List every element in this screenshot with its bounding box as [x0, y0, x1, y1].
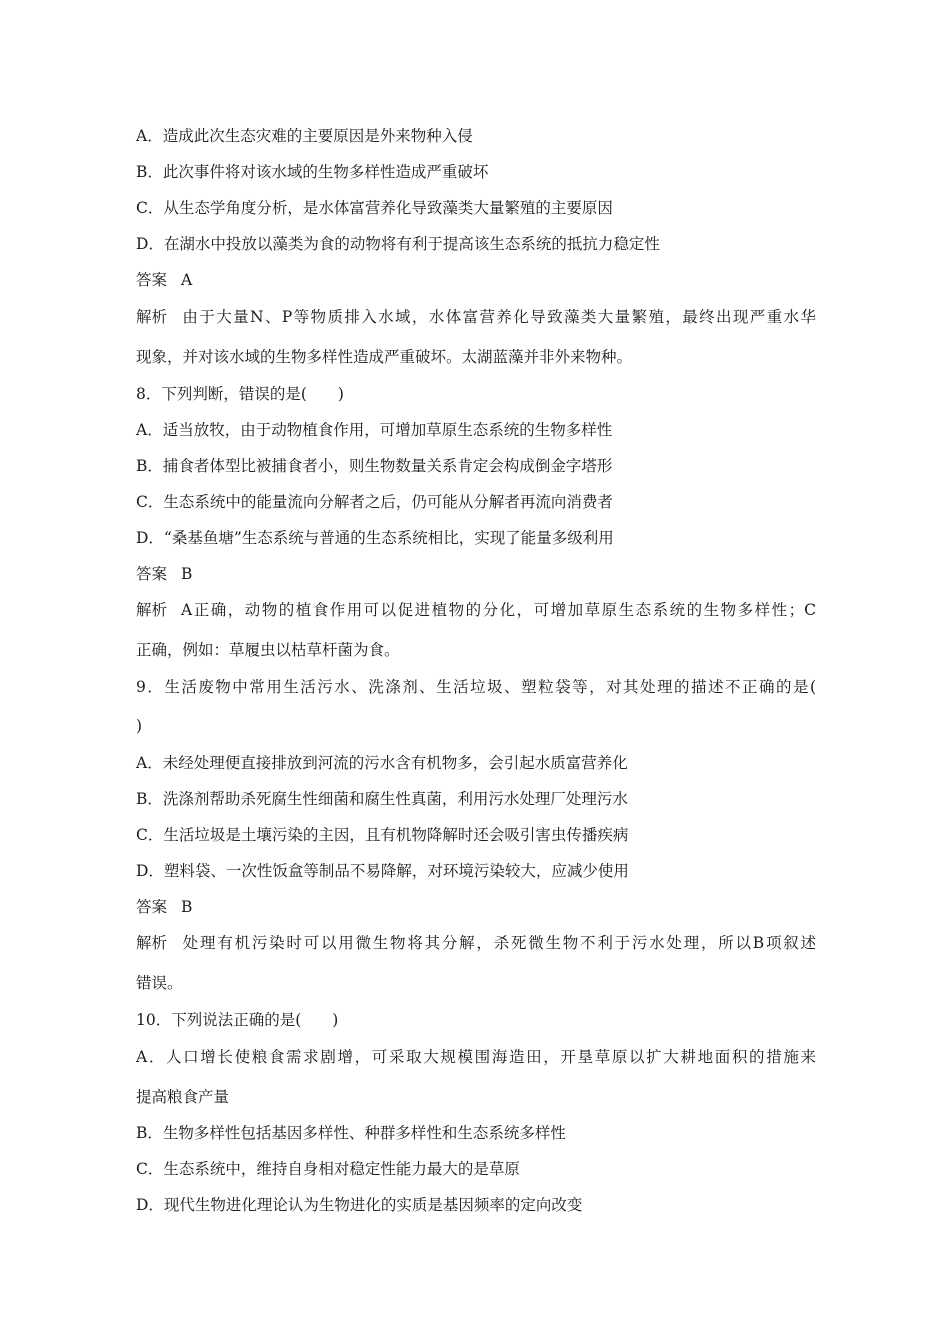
q9-answer	[136, 897, 816, 917]
q8-stem: 8．下列判断，错误的是( )	[136, 385, 344, 403]
q7-option-d: D．在湖水中投放以藻类为食的动物将有利于提高该生态系统的抵抗力稳定性	[136, 235, 660, 253]
analysis-label: 解析	[136, 934, 168, 952]
analysis-label: 解析	[136, 308, 168, 326]
q8-analysis-line-1	[136, 600, 816, 620]
q9-option-a: A．未经处理便直接排放到河流的污水含有机物多，会引起水质富营养化	[136, 754, 628, 772]
q10-option-c: C．生态系统中，维持自身相对稳定性能力最大的是草原	[136, 1160, 520, 1178]
q9-stem-line-2: )	[136, 717, 143, 735]
q9-option-c: C．生活垃圾是土壤污染的主因，且有机物降解时还会吸引害虫传播疾病	[136, 826, 629, 844]
q7-option-b: B．此次事件将对该水域的生物多样性造成严重破坏	[136, 163, 489, 181]
q9-option-b: B．洗涤剂帮助杀死腐生性细菌和腐生性真菌，利用污水处理厂处理污水	[136, 790, 628, 808]
q8-analysis-line-2: 正确，例如：草履虫以枯草杆菌为食。	[136, 641, 400, 659]
analysis-text: A正确，动物的植食作用可以促进植物的分化，可增加草原生态系统的生物多样性；C	[181, 601, 816, 619]
q7-option-c: C．从生态学角度分析，是水体富营养化导致藻类大量繁殖的主要原因	[136, 199, 613, 217]
answer-label: 答案	[136, 898, 168, 916]
analysis-label: 解析	[136, 601, 168, 619]
analysis-text: 由于大量N、P等物质排入水域，水体富营养化导致藻类大量繁殖，最终出现严重水华	[181, 308, 816, 326]
q8-option-c: C．生态系统中的能量流向分解者之后，仍可能从分解者再流向消费者	[136, 493, 613, 511]
q7-option-a: A．造成此次生态灾难的主要原因是外来物种入侵	[136, 127, 473, 145]
q7-analysis-line-1	[136, 307, 816, 327]
answer-label: 答案	[136, 565, 168, 583]
analysis-text: 处理有机污染时可以用微生物将其分解，杀死微生物不利于污水处理，所以B项叙述	[181, 934, 816, 952]
q10-option-a-line-2: 提高粮食产量	[136, 1088, 230, 1106]
answer-label: 答案	[136, 271, 168, 289]
q9-option-d: D．塑料袋、一次性饭盒等制品不易降解，对环境污染较大，应减少使用	[136, 862, 629, 880]
answer-value: B	[181, 565, 193, 583]
q8-option-a: A．适当放牧，由于动物植食作用，可增加草原生态系统的生物多样性	[136, 421, 613, 439]
q10-option-b: B．生物多样性包括基因多样性、种群多样性和生态系统多样性	[136, 1124, 566, 1142]
q10-option-d: D．现代生物进化理论认为生物进化的实质是基因频率的定向改变	[136, 1196, 583, 1214]
q8-answer	[136, 564, 816, 584]
q9-analysis-line-2: 错误。	[136, 974, 183, 992]
q8-option-d: D．“桑基鱼塘”生态系统与普通的生态系统相比，实现了能量多级利用	[136, 529, 614, 547]
answer-value: B	[181, 898, 193, 916]
q7-analysis-line-2: 现象，并对该水域的生物多样性造成严重破坏。太湖蓝藻并非外来物种。	[136, 348, 633, 366]
q7-answer	[136, 270, 816, 290]
q8-option-b: B．捕食者体型比被捕食者小，则生物数量关系肯定会构成倒金字塔形	[136, 457, 613, 475]
q9-analysis-line-1	[136, 933, 816, 953]
answer-value: A	[181, 271, 193, 289]
q10-option-a-line-1: A．人口增长使粮食需求剧增，可采取大规模围海造田，开垦草原以扩大耕地面积的措施来	[136, 1048, 816, 1066]
q9-stem-line-1: 9．生活废物中常用生活污水、洗涤剂、生活垃圾、塑粒袋等，对其处理的描述不正确的是(	[136, 678, 816, 696]
q10-stem: 10．下列说法正确的是( )	[136, 1011, 339, 1029]
